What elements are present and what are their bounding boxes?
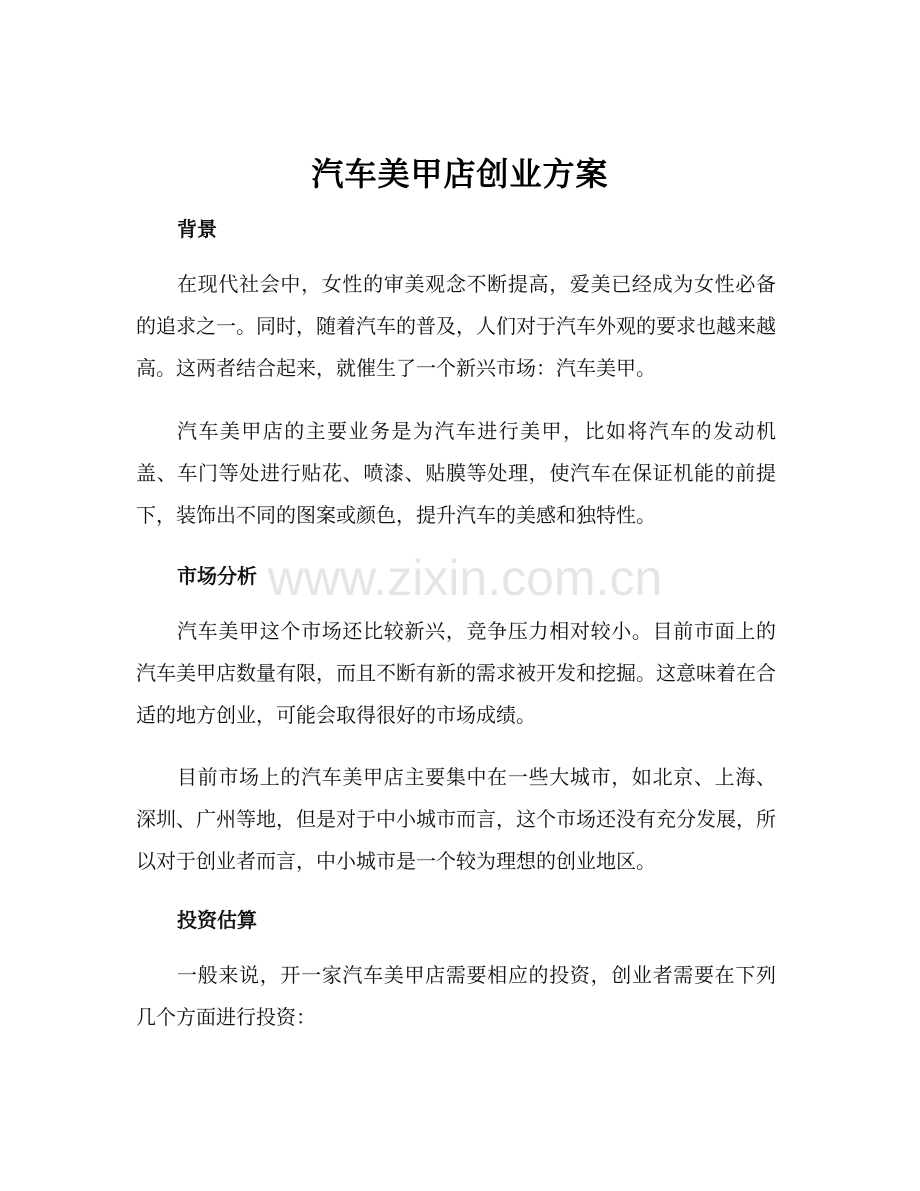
paragraph-market-analysis-1: 汽车美甲这个市场还比较新兴，竞争压力相对较小。目前市面上的汽车美甲店数量有限，而且不断有新的需求被开发和挖掘。这意味着在合适的地方创业，可能会取得很好的市场成绩。 — [136, 619, 776, 727]
paragraph-background-2: 汽车美甲店的主要业务是为汽车进行美甲，比如将汽车的发动机盖、车门等处进行贴花、喷漆、贴膜等处理，使汽车在保证机能的前提下，装饰出不同的图案或颜色，提升汽车的美感和独特性。 — [136, 419, 776, 527]
section-heading-market-analysis: 市场分析 — [177, 564, 257, 588]
watermark-text: www.zixin.com.cn — [267, 550, 663, 606]
paragraph-background-1: 在现代社会中，女性的审美观念不断提高，爱美已经成为女性必备的追求之一。同时，随着汽车的普及，人们对于汽车外观的要求也越来越高。这两者结合起来，就催生了一个新兴市场：汽车美甲。 — [136, 272, 776, 380]
paragraph-market-analysis-2: 目前市场上的汽车美甲店主要集中在一些大城市，如北京、上海、深圳、广州等地，但是对于中小城市而言，这个市场还没有充分发展，所以对于创业者而言，中小城市是一个较为理想的创业地区。 — [136, 765, 776, 873]
section-heading-investment-estimate: 投资估算 — [177, 908, 257, 932]
paragraph-investment-estimate-1: 一般来说，开一家汽车美甲店需要相应的投资，创业者需要在下列几个方面进行投资： — [136, 963, 776, 1029]
section-heading-background: 背景 — [177, 217, 217, 241]
document-title: 汽车美甲店创业方案 — [311, 155, 609, 193]
